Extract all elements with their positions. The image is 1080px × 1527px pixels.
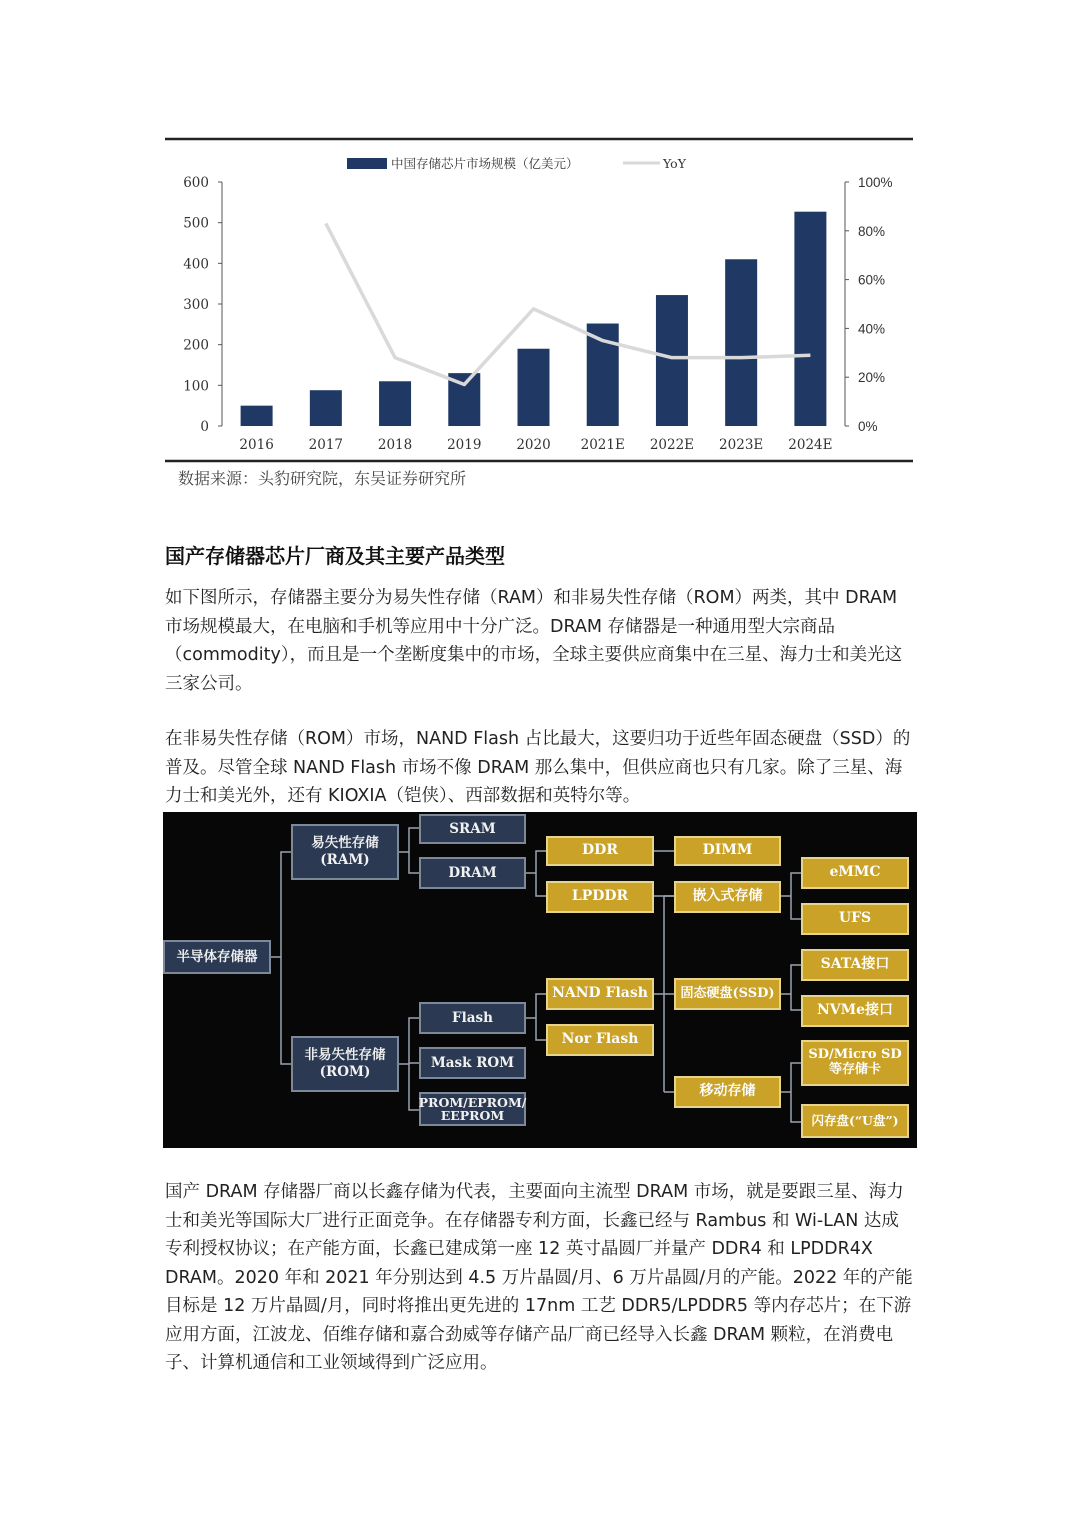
x-tick-label: 2023E (719, 437, 764, 453)
node-nvme-interface: NVMe接口 (801, 995, 909, 1027)
chart-legend (347, 156, 687, 171)
x-tick-label: 2020 (516, 437, 551, 453)
node-sata-interface: SATA接口 (801, 949, 909, 981)
market-size-chart (165, 135, 915, 495)
node-ssd: 固态硬盘(SSD) (674, 978, 781, 1010)
x-axis-ticks (239, 437, 832, 453)
left-tick-label: 400 (183, 256, 209, 273)
right-tick-label: 80% (858, 223, 886, 239)
node-nand-flash: NAND Flash (546, 978, 654, 1010)
right-tick-label: 100% (858, 175, 893, 190)
left-tick-label: 500 (183, 215, 209, 232)
bar-2017 (310, 390, 342, 426)
right-tick-label: 20% (858, 370, 886, 386)
node-nonvolatile-rom: 非易失性存储 (ROM) (291, 1036, 399, 1092)
x-tick-label: 2024E (788, 437, 833, 453)
node-ddr: DDR (546, 836, 654, 866)
node-volatile-ram: 易失性存储 (RAM) (291, 824, 399, 880)
x-tick-label: 2021E (580, 437, 625, 453)
legend-bar-swatch (347, 158, 387, 169)
right-axis (845, 175, 893, 434)
left-tick-label: 100 (183, 378, 209, 395)
node-nor-flash: Nor Flash (546, 1024, 654, 1056)
paragraph-1: 如下图所示，存储器主要分为易失性存储（RAM）和非易失性存储（ROM）两类，其中 DRAM 市场规模最大，在电脑和手机等应用中十分广泛。DRAM 存储器是一种通用型大宗商品（commodity），而且是一个垄断度集中的市场，全球主要供应商集中在三星、海力士和美光这三家公司。 (165, 588, 903, 694)
paragraph-2: 在非易失性存储（ROM）市场，NAND Flash 占比最大，这要归功于近些年固态硬盘（SSD）的普及。尽管全球 NAND Flash 市场不像 DRAM 那么集中，但供应商也只有几家。除了三星、海力士和美光外，还有 KIOXIA（铠侠）、西部数据和英特尔等。 (165, 729, 911, 806)
right-tick-label: 0% (858, 419, 878, 434)
left-axis (183, 175, 222, 435)
x-tick-label: 2016 (239, 437, 274, 453)
x-tick-label: 2022E (649, 437, 695, 453)
left-tick-label: 300 (183, 297, 209, 313)
bar-series (241, 212, 827, 426)
right-tick-label: 40% (858, 321, 886, 337)
left-tick-label: 200 (183, 337, 209, 354)
chart-source-note: 数据来源：头豹研究院，东吴证券研究所 (178, 469, 467, 488)
node-dimm: DIMM (674, 836, 781, 866)
bar-2024E (794, 212, 826, 426)
memory-classification-diagram (163, 812, 917, 1148)
bar-2022E (656, 295, 688, 426)
bar-2020 (518, 349, 550, 426)
node-semiconductor-memory: 半导体存储器 (163, 940, 271, 974)
node-usb-flash-drive: 闪存盘(“U盘”) (801, 1104, 909, 1138)
section-title: 国产存储器芯片厂商及其主要产品类型 (165, 544, 505, 568)
bar-2018 (379, 381, 411, 426)
node-dram: DRAM (419, 857, 526, 889)
node-embedded-storage: 嵌入式存储 (674, 881, 781, 913)
legend-line-label: YoY (663, 156, 686, 171)
node-sram: SRAM (419, 814, 526, 844)
bar-2023E (725, 259, 757, 426)
x-tick-label: 2019 (447, 437, 482, 453)
left-tick-label: 600 (183, 175, 209, 191)
paragraph-3: 国产 DRAM 存储器厂商以长鑫存储为代表，主要面向主流型 DRAM 市场，就是要跟三星、海力士和美光等国际大厂进行正面竞争。在存储器专利方面，长鑫已经与 Rambus 和 Wi-LAN 达成专利授权协议；在产能方面，长鑫已建成第一座 12 英寸晶圆厂并量产 DDR4 和 LPDDR4X DRAM。2020 年和 2021 年分别达到 4.5 万片晶圆/月、6 万片晶圆/月的产能。2022 年的产能目标是 12 万片晶圆/月，同时将推出更先进的 17nm 工艺 DDR5/LPDDR5 等内存芯片；在下游应用方面，江波龙、佰维存储和嘉合劲威等存储产品厂商已经导入长鑫 DRAM 颗粒，在消费电子、计算机通信和工业领域得到广泛应用。 (165, 1182, 913, 1373)
x-tick-label: 2017 (308, 437, 344, 453)
x-tick-label: 2018 (377, 437, 413, 453)
bar-2016 (241, 406, 273, 426)
left-tick-label: 0 (200, 419, 209, 435)
node-flash: Flash (419, 1002, 526, 1034)
right-tick-label: 60% (858, 272, 886, 288)
node-mask-rom: Mask ROM (419, 1047, 526, 1079)
node-prom-eprom-eeprom: PROM/EPROM/ EEPROM (419, 1092, 526, 1126)
node-sd-card: SD/Micro SD 等存储卡 (801, 1040, 909, 1086)
node-mobile-storage: 移动存储 (674, 1076, 781, 1108)
legend-bar-label: 中国存储芯片市场规模（亿美元） (391, 156, 579, 171)
node-emmc: eMMC (801, 857, 909, 889)
chart-canvas (165, 135, 915, 495)
node-ufs: UFS (801, 903, 909, 935)
node-lpddr: LPDDR (546, 881, 654, 913)
